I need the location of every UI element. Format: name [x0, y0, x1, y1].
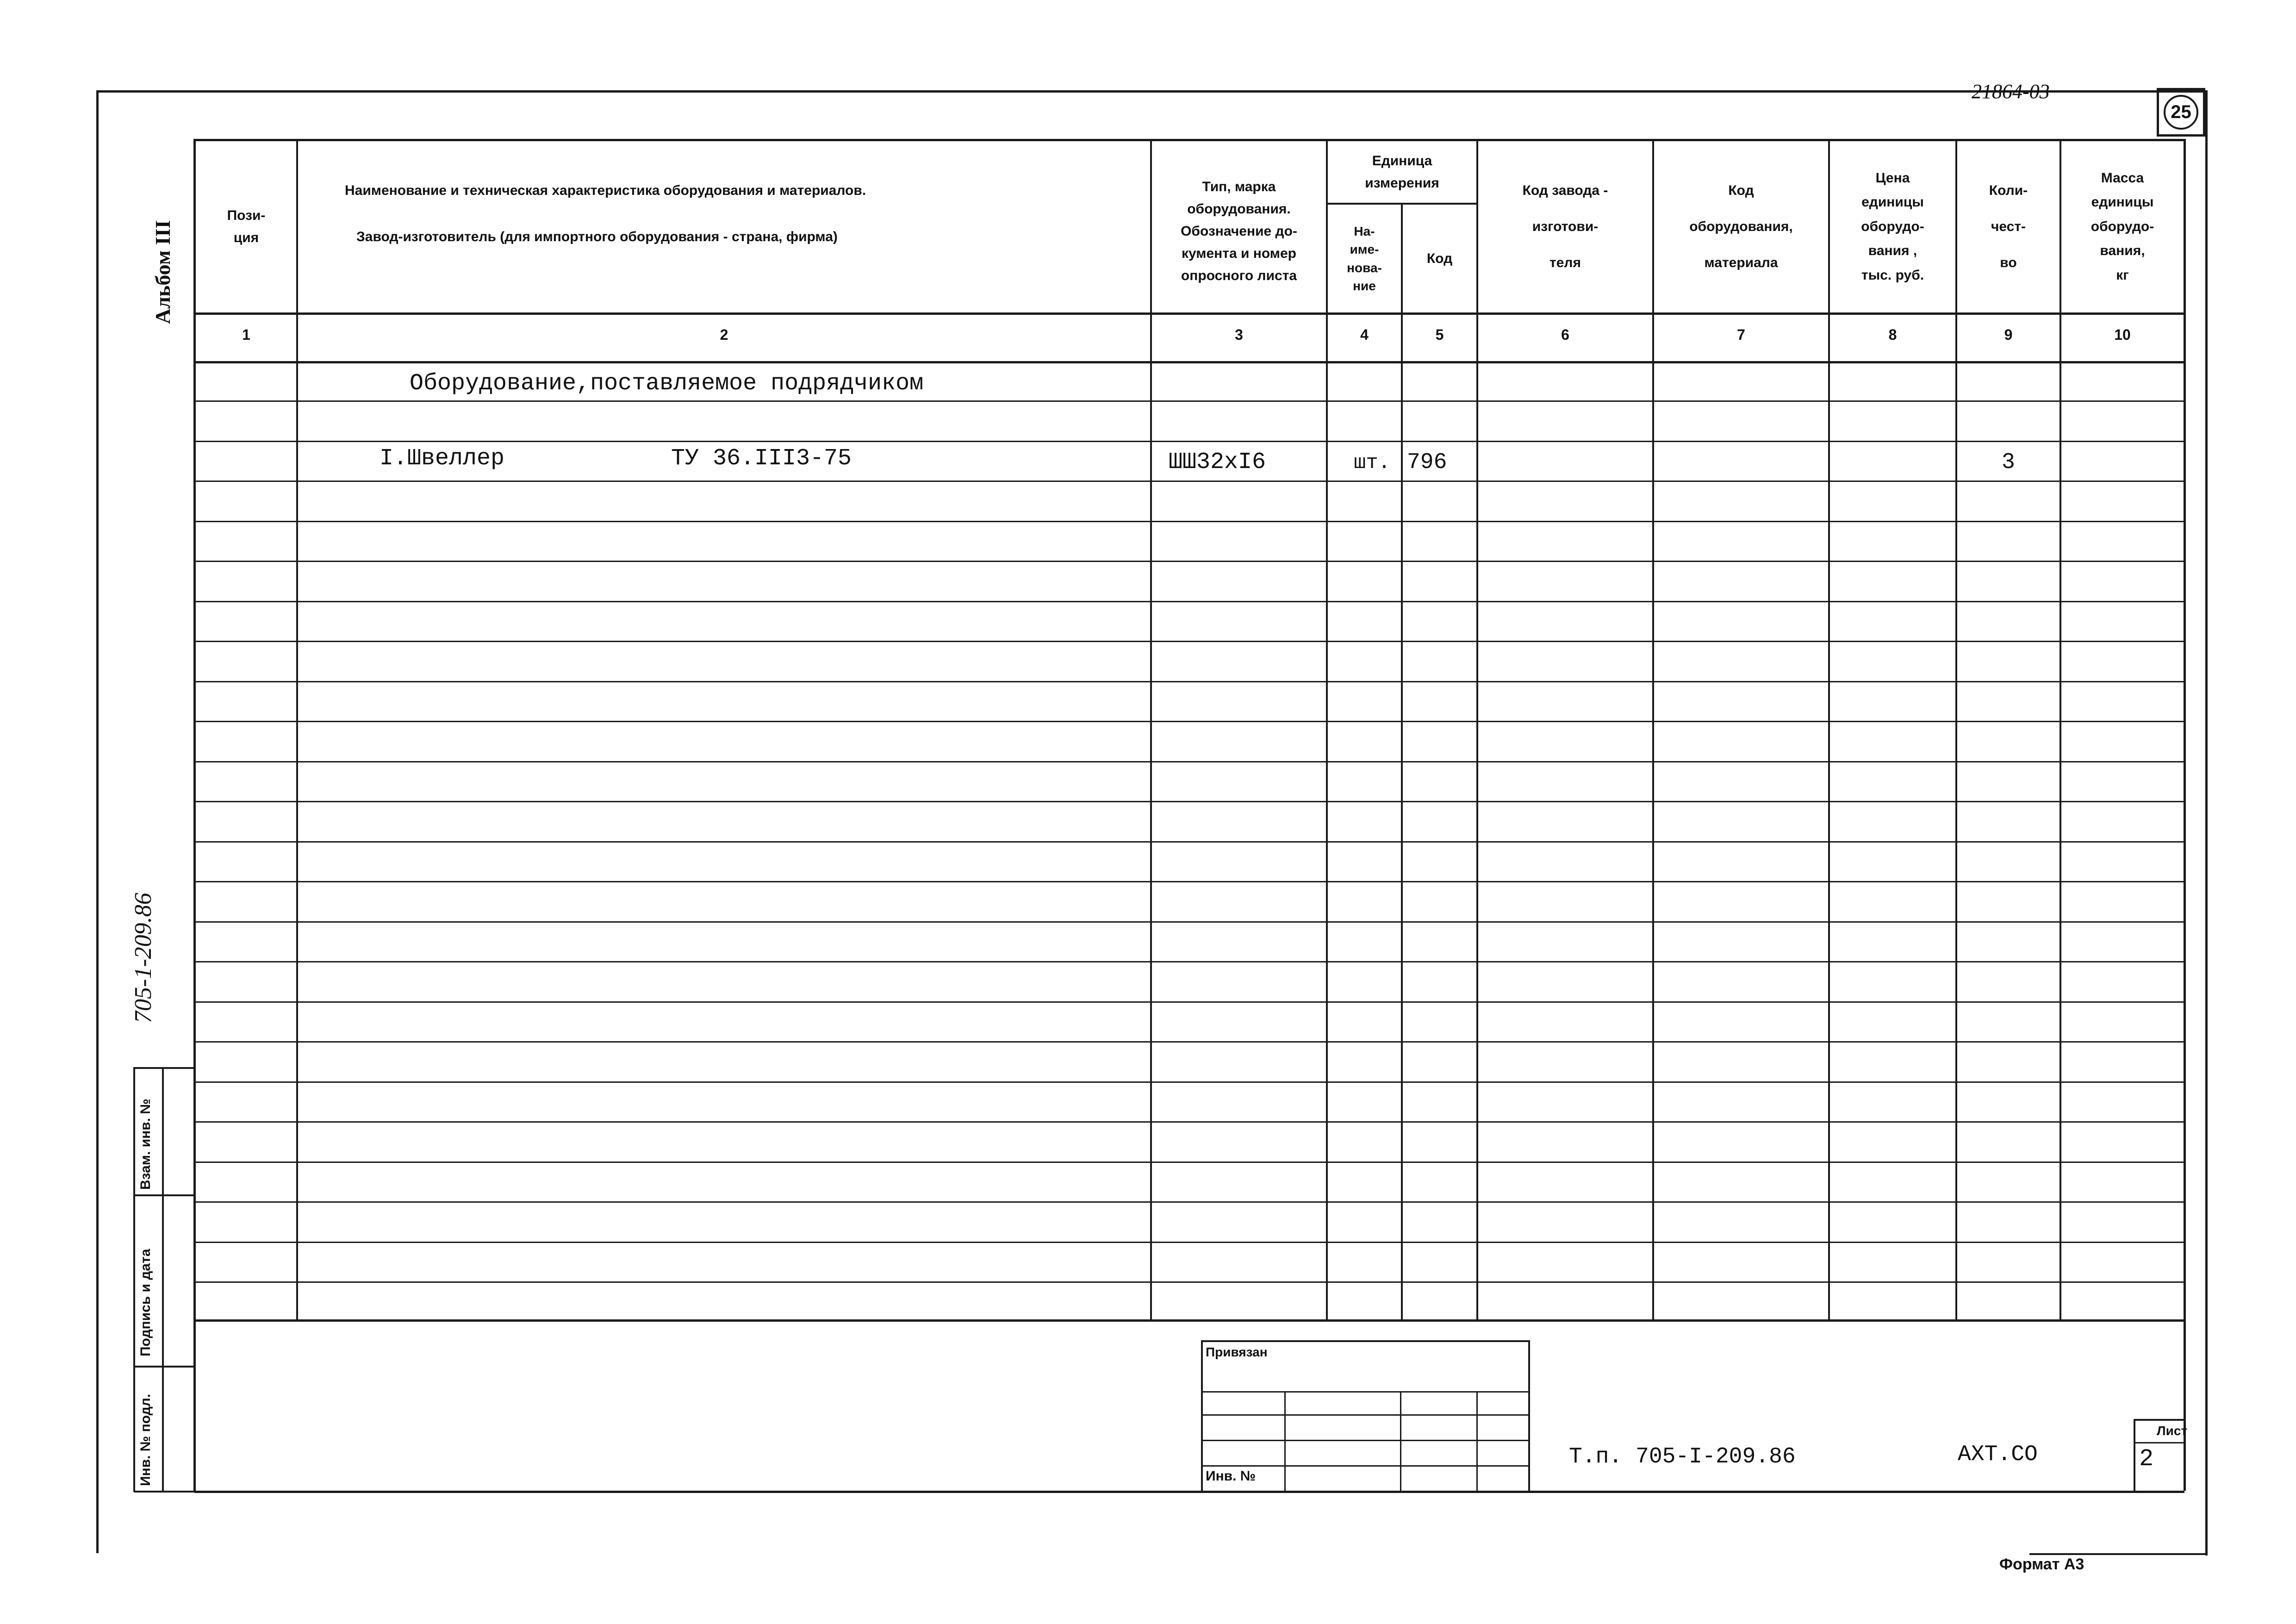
header-position: Пози- ция [227, 208, 266, 245]
table-row-line [194, 441, 2184, 442]
table-row-line [194, 1121, 2184, 1123]
side-inv-replace: Взам. инв. № [138, 1099, 153, 1190]
col-divider-7 [1828, 139, 1830, 1321]
sheet-border-right [2205, 90, 2208, 1555]
table-row-line [194, 1162, 2184, 1163]
table-row-line [194, 521, 2184, 522]
item-quantity: 3 [2002, 450, 2015, 475]
table-row-line [194, 641, 2184, 642]
header-unit-code: Код [1426, 250, 1453, 266]
stamp-box-row1 [1202, 1391, 1530, 1393]
table-row-line [194, 921, 2184, 923]
header-manufacturer-code: Код завода - изготови- теля [1522, 183, 1608, 270]
sheet-no-box-left [2134, 1419, 2135, 1492]
stamp-box-col3 [1476, 1391, 1478, 1491]
item-type: ШШ32хI6 [1169, 449, 1266, 475]
table-row-line [194, 1281, 2184, 1283]
side-strip-sep2 [134, 1366, 194, 1368]
side-strip-sep1 [134, 1194, 194, 1196]
colnum-5: 5 [1435, 326, 1444, 343]
table-right-line [2184, 139, 2186, 1491]
sheet-no-box-top [2134, 1419, 2184, 1421]
stamp-sheet-number: 2 [2139, 1445, 2154, 1473]
colnum-8: 8 [1888, 326, 1897, 343]
stamp-box-left [1201, 1340, 1203, 1492]
stamp-attached-label: Привязан [1206, 1345, 1268, 1359]
table-row-line [194, 881, 2184, 882]
item-unit-code: 796 [1407, 450, 1447, 475]
stamp-box-col1 [1284, 1391, 1286, 1491]
col-divider-8 [1955, 139, 1957, 1321]
table-row-line [194, 1001, 2184, 1003]
table-row-line [194, 761, 2184, 762]
table-header-bottom [194, 312, 2184, 315]
side-sign-date: Подпись и дата [138, 1249, 153, 1356]
side-strip-left [133, 1067, 135, 1492]
project-code-handwritten: 705-1-209.86 [130, 893, 156, 1023]
colnum-4: 4 [1360, 326, 1369, 343]
colnum-3: 3 [1235, 326, 1243, 343]
header-equipment-code: Код оборудования, материала [1689, 183, 1793, 270]
header-unit-mass: Масса единицы оборудо- вания, кг [2091, 170, 2154, 283]
stamp-box-col2 [1400, 1391, 1401, 1491]
stamp-doc-code: АХТ.СО [1958, 1442, 2038, 1467]
table-row-line [194, 721, 2184, 722]
side-strip-bottom [134, 1491, 194, 1493]
colnum-2: 2 [720, 326, 728, 343]
header-unit: Единица измерения [1365, 153, 1439, 191]
table-row-line [194, 1242, 2184, 1243]
stamp-box-top [1201, 1340, 1530, 1342]
table-row-line [194, 561, 2184, 562]
stamp-box-row3 [1202, 1440, 1530, 1441]
table-row-line [194, 481, 2184, 482]
header-quantity: Коли- чест- во [1989, 183, 2028, 270]
header-name-line2: Завод-изготовитель (для импортного оборудования - страна, фирма) [356, 229, 838, 244]
format-label: Формат А3 [1999, 1555, 2084, 1573]
table-row-line [194, 1041, 2184, 1043]
item-unit: шт. [1354, 451, 1391, 475]
table-row-line [194, 1081, 2184, 1083]
colnum-6: 6 [1561, 326, 1569, 343]
header-unit-name: На- име- нова- ние [1347, 224, 1382, 293]
header-name-line1: Наименование и техническая характеристика оборудования и материалов. [345, 183, 866, 198]
document-stamp-number: 21864-03 [1972, 80, 2050, 103]
colnum-9: 9 [2004, 326, 2013, 343]
table-colnum-bottom [194, 361, 2184, 363]
stamp-box-row4 [1202, 1465, 1530, 1467]
table-row-line [194, 961, 2184, 962]
col-divider-3 [1326, 139, 1328, 1321]
table-row-line [194, 1201, 2184, 1203]
side-strip-top [134, 1067, 194, 1069]
sheet-badge-circle [2164, 95, 2198, 130]
sheet-badge-number: 25 [2171, 102, 2191, 122]
table-row-line [194, 841, 2184, 843]
sheet-border-top [97, 90, 2208, 93]
sheet-border-left [96, 90, 99, 1553]
table-body-bottom [194, 1319, 2184, 1322]
colnum-10: 10 [2114, 326, 2131, 343]
sheet-no-box-mid [2134, 1442, 2184, 1443]
table-row-line [194, 400, 2184, 402]
stamp-sheet-label: Лист [2157, 1424, 2188, 1438]
album-label: Альбом III [151, 220, 174, 324]
stamp-project-number: Т.п. 705-I-209.86 [1569, 1444, 1796, 1469]
sheet-border-bottom [2029, 1553, 2208, 1555]
col-divider-2 [1150, 139, 1152, 1321]
item-name: I.Швеллер [380, 445, 505, 472]
stamp-box-right [1528, 1340, 1530, 1492]
table-row-line [194, 681, 2184, 682]
header-type: Тип, марка оборудования. Обозначение до- кумента и номер опросного листа [1181, 179, 1297, 283]
header-unit-price: Цена единицы оборудо- вания , тыс. руб. [1861, 170, 1924, 283]
col-divider-5 [1476, 139, 1478, 1321]
colnum-7: 7 [1737, 326, 1745, 343]
side-inv-original: Инв. № подл. [138, 1393, 153, 1486]
item-spec: ТУ 36.III3-75 [671, 445, 852, 472]
side-strip-mid [162, 1067, 164, 1492]
col-divider-1 [296, 139, 298, 1321]
stamp-inv-label: Инв. № [1206, 1468, 1256, 1484]
col-divider-6 [1652, 139, 1654, 1321]
table-row-line [194, 601, 2184, 602]
table-row-line [194, 801, 2184, 802]
colnum-1: 1 [242, 326, 250, 343]
section-title: Оборудование,поставляемое подрядчиком [410, 370, 924, 397]
stamp-box-row2 [1202, 1414, 1530, 1416]
table-frame-bottom [194, 1491, 2184, 1493]
col-divider-9 [2060, 139, 2061, 1321]
